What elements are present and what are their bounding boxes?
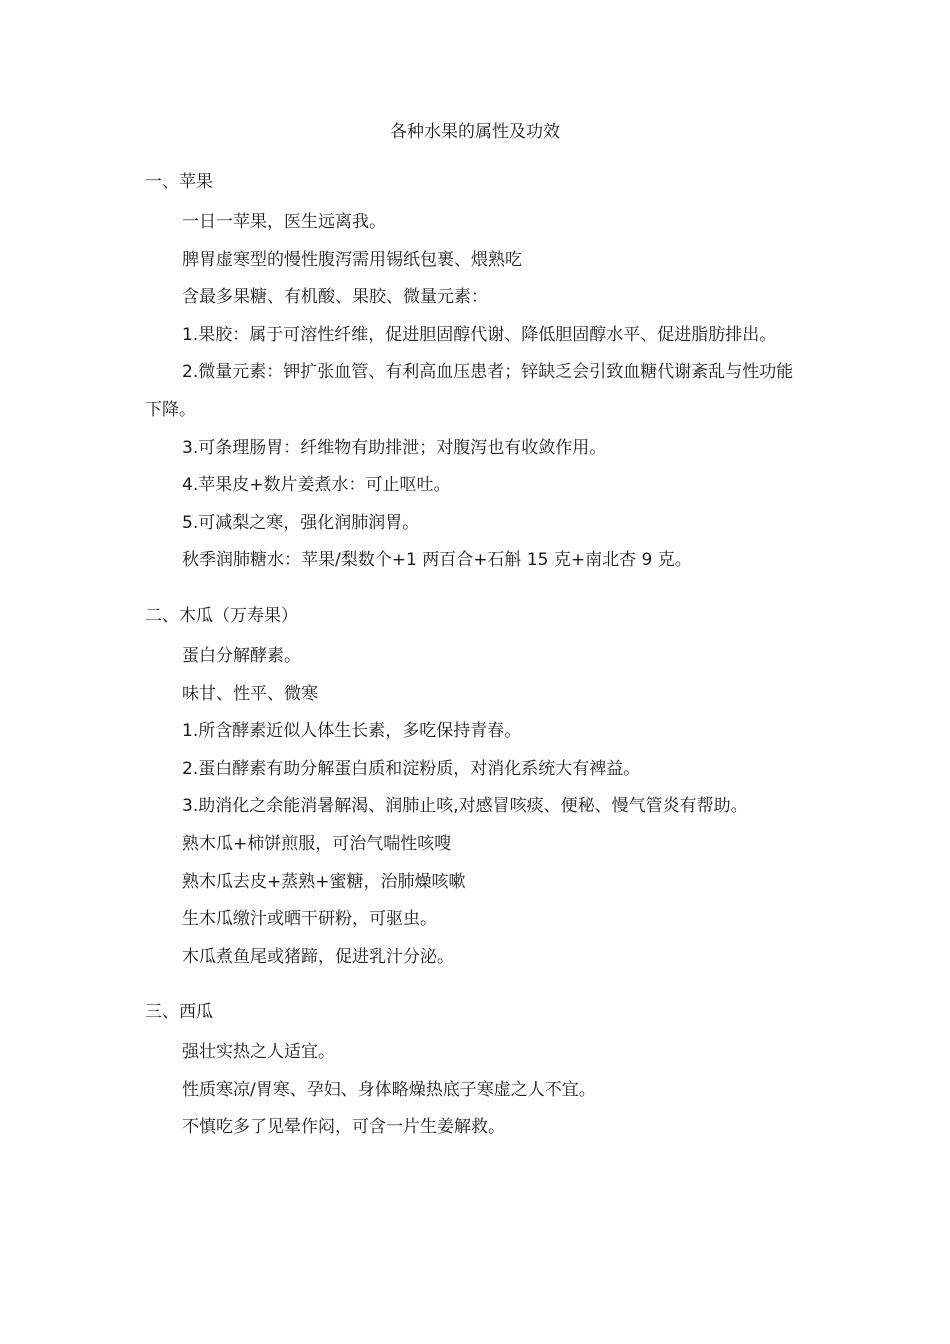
paragraph: 含最多果糖、有机酸、果胶、微量元素： bbox=[182, 287, 488, 308]
paragraph: 味甘、性平、微寒 bbox=[182, 683, 318, 704]
paragraph: 1.所含酵素近似人体生长素，多吃保持青春。 bbox=[182, 721, 522, 742]
paragraph: 4.苹果皮+数片姜煮水：可止呕吐。 bbox=[182, 475, 451, 496]
section-heading: 三、西瓜 bbox=[145, 1002, 213, 1023]
paragraph: 秋季润肺糖水：苹果/梨数个+1 两百合+石斛 15 克+南北杏 9 克。 bbox=[182, 550, 692, 571]
section-apple bbox=[145, 168, 810, 580]
paragraph: 3.可条理肠胃：纤维物有助排泄；对腹泻也有收敛作用。 bbox=[182, 437, 607, 458]
section-papaya bbox=[145, 602, 810, 976]
paragraph: 不慎吃多了见晕作闷，可含一片生姜解救。 bbox=[182, 1117, 505, 1138]
paragraph: 蛋白分解酵素。 bbox=[182, 645, 301, 666]
paragraph: 熟木瓜+柿饼煎服，可治气喘性咳嗖 bbox=[182, 833, 452, 854]
paragraph: 2.微量元素：钾扩张血管、有利高血压患者；锌缺乏会引致血糖代谢紊乱与性功能下降。 bbox=[145, 362, 794, 420]
document-body bbox=[145, 168, 810, 1169]
section-watermelon bbox=[145, 998, 810, 1147]
paragraph: 木瓜煮鱼尾或猪蹄，促进乳汁分泌。 bbox=[182, 946, 454, 967]
paragraph: 5.可减梨之寒，强化润肺润胃。 bbox=[182, 512, 420, 533]
paragraph: 3.助消化之余能消暑解渴、润肺止咳,对感冒咳痰、便秘、慢气管炎有帮助。 bbox=[182, 796, 748, 817]
paragraph: 强壮实热之人适宜。 bbox=[182, 1042, 335, 1063]
document-title: 各种水果的属性及功效 bbox=[390, 122, 560, 142]
paragraph: 熟木瓜去皮+蒸熟+蜜糖，治肺燥咳嗽 bbox=[182, 871, 466, 892]
section-heading: 一、苹果 bbox=[145, 172, 213, 192]
paragraph: 脾胃虚寒型的慢性腹泻需用锡纸包裹、煨熟吃 bbox=[182, 249, 522, 270]
paragraph: 一日一苹果，医生远离我。 bbox=[182, 212, 386, 232]
paragraph: 生木瓜缴汁或晒干研粉，可驱虫。 bbox=[182, 909, 437, 930]
paragraph: 性质寒凉/胃寒、孕妇、身体略燥热底子寒虚之人不宜。 bbox=[182, 1079, 596, 1100]
section-heading: 二、木瓜（万寿果） bbox=[145, 605, 298, 626]
paragraph: 1.果胶：属于可溶性纤维，促进胆固醇代谢、降低胆固醇水平、促进脂肪排出。 bbox=[182, 324, 777, 345]
paragraph: 2.蛋白酵素有助分解蛋白质和淀粉质，对消化系统大有裨益。 bbox=[182, 758, 641, 779]
